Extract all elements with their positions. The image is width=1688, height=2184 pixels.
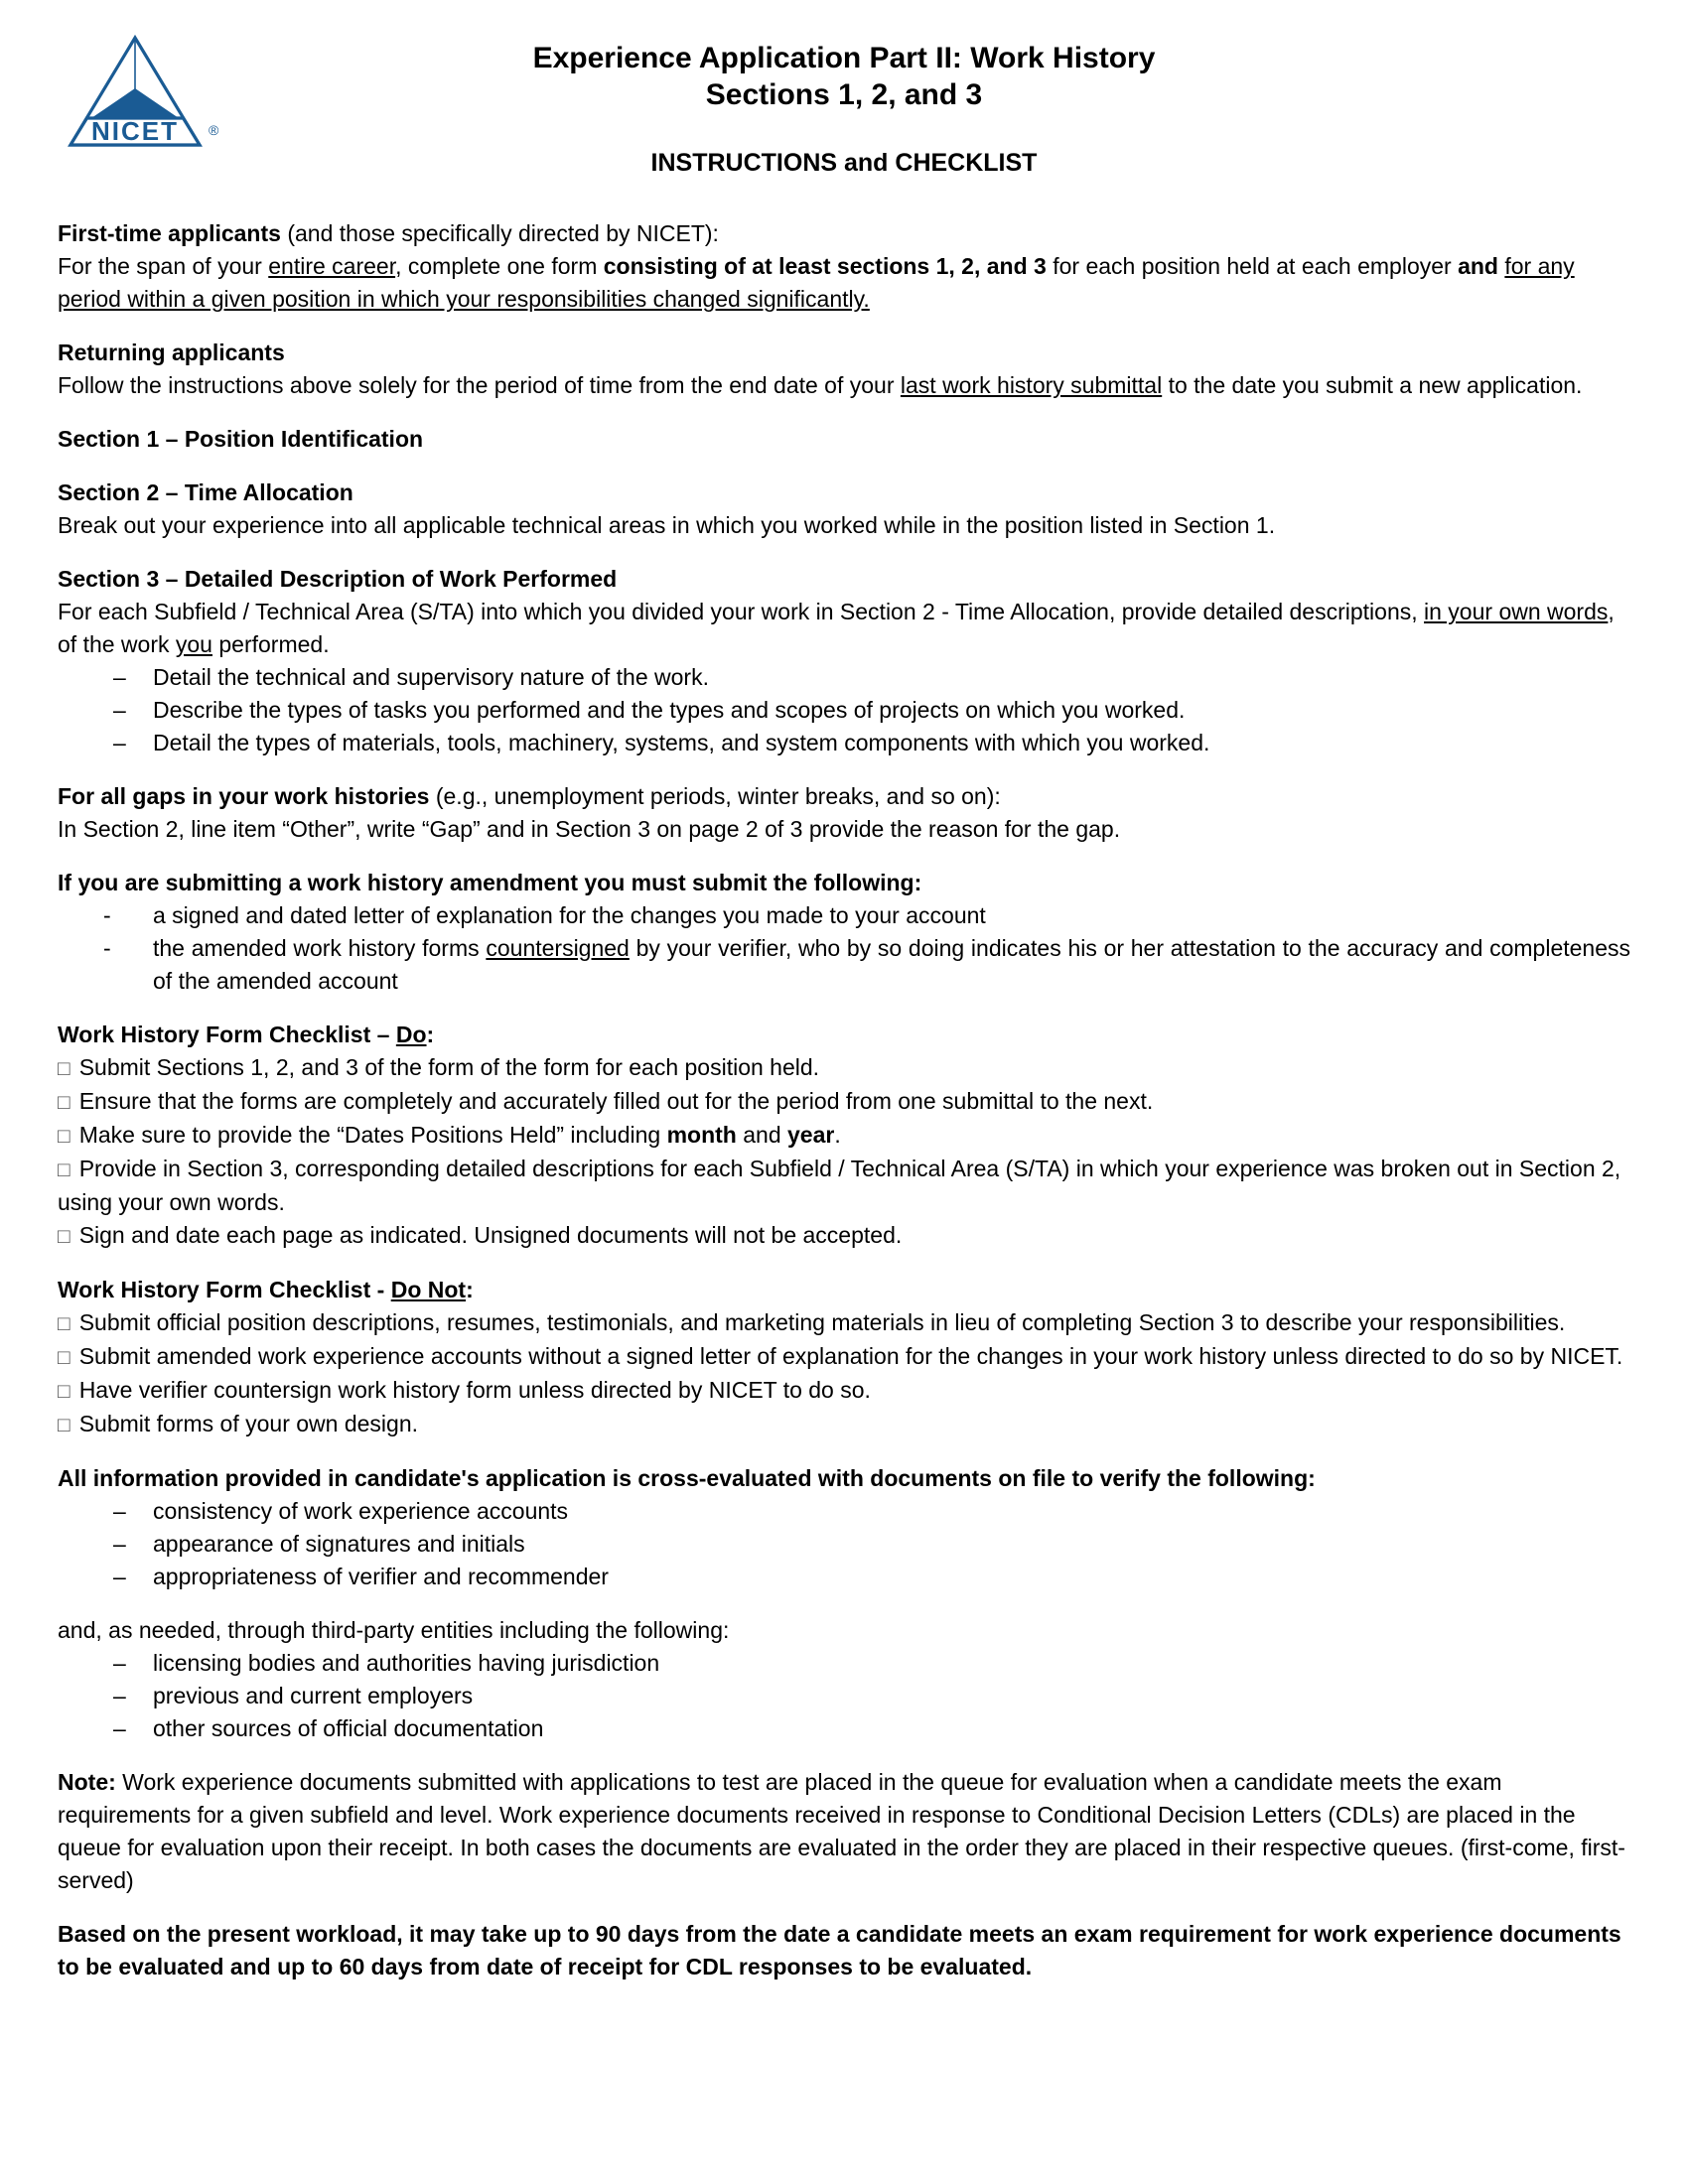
section-third-party: [58, 1614, 1630, 1745]
gaps-heading: [58, 780, 1630, 813]
section-1-heading-block: [58, 423, 1630, 456]
checklist-item: [58, 1408, 1630, 1441]
section-3-heading: Section 3 – Detailed Description of Work Performed: [58, 566, 618, 592]
checklist-item-text: Make sure to provide the “Dates Positions Held” including: [78, 1122, 667, 1148]
list-item-text: a signed and dated letter of explanation for the changes you made to your account: [153, 902, 986, 928]
hyphen-bullet-icon: -: [103, 935, 111, 961]
section-workload: [58, 1918, 1630, 1983]
list-item-text: Detail the types of materials, tools, machinery, systems, and system components with which you worked.: [153, 730, 1210, 755]
heading-underlined: Do: [395, 1022, 427, 1047]
checklist-item-text: Sign and date each page as indicated. Unsigned documents will not be accepted.: [78, 1222, 903, 1248]
checklist-donot-heading: [58, 1274, 1630, 1306]
list-item: [58, 1647, 1630, 1680]
underlined-phrase: last work history submittal: [900, 372, 1163, 398]
list-item: [58, 1528, 1630, 1561]
list-item: [58, 694, 1630, 727]
checklist-item: [58, 1119, 1630, 1153]
section-first-time: [58, 217, 1630, 316]
dash-bullet-icon: –: [113, 664, 126, 690]
checklist-item: [58, 1153, 1630, 1219]
checkbox-icon: □: [58, 1125, 70, 1148]
checklist-item-text: .: [834, 1122, 841, 1148]
third-party-intro: and, as needed, through third-party entities including the following:: [58, 1617, 730, 1643]
checkbox-icon: □: [58, 1091, 70, 1114]
checklist-item: [58, 1374, 1630, 1408]
list-item-text: [153, 932, 1630, 998]
list-item: [58, 1712, 1630, 1745]
heading-text: Work History Form Checklist –: [58, 1022, 396, 1047]
underlined-phrase: entire career: [268, 253, 396, 279]
checklist-item: [58, 1340, 1630, 1374]
hyphen-bullet-icon: -: [103, 902, 111, 928]
returning-paragraph: [58, 369, 1630, 402]
underlined-phrase: you: [175, 631, 212, 657]
checklist-item-text: Have verifier countersign work history form unless directed by NICET to do so.: [78, 1377, 871, 1403]
checklist-item-text: Provide in Section 3, corresponding detailed descriptions for each Subfield / Technical Area (S/TA) in which your experience was broken out in Section 2, using your own words.: [58, 1156, 1621, 1215]
returning-heading: Returning applicants: [58, 340, 285, 365]
heading-rest: (and those specifically directed by NICET):: [280, 220, 719, 246]
checklist-item: [58, 1219, 1630, 1253]
checklist-item-text: Submit Sections 1, 2, and 3 of the form of the form for each position held.: [78, 1054, 820, 1080]
section-gaps: [58, 780, 1630, 846]
paragraph-text: , of the work: [58, 599, 1615, 657]
checklist-item-text: Submit forms of your own design.: [78, 1411, 419, 1436]
nicet-logo-text: NICET: [91, 116, 179, 146]
bold-phrase: consisting of at least sections 1, 2, and 3: [603, 253, 1047, 279]
first-time-heading: [58, 217, 1630, 250]
checkbox-icon: □: [58, 1312, 70, 1335]
heading-underlined: Do Not: [390, 1277, 467, 1302]
section-cross-eval: [58, 1462, 1630, 1593]
section-returning: [58, 337, 1630, 402]
list-item-text: Detail the technical and supervisory nature of the work.: [153, 664, 709, 690]
heading-text: For all gaps in your work histories: [58, 783, 430, 809]
paragraph-text: Work experience documents submitted with applications to test are placed in the queue for evaluation when a candidate meets the exam requirements for a given subfield and level. Work experience documents received in response to Conditional Decision Letters (CDLs) are placed in the queue for evaluation upon their receipt. In both cases the documents are evaluated in the order they are placed in their respective queues. (first-come, first-served): [58, 1769, 1625, 1893]
section-1-heading: Section 1 – Position Identification: [58, 426, 424, 452]
list-item-text: appearance of signatures and initials: [153, 1531, 525, 1557]
checklist-item-text: Submit amended work experience accounts without a signed letter of explanation for the changes in your work history unless directed to do so by NICET.: [78, 1343, 1623, 1369]
checkbox-icon: □: [58, 1057, 70, 1080]
heading-text: :: [466, 1277, 474, 1302]
nicet-logo: [58, 32, 226, 153]
dash-bullet-icon: –: [113, 1650, 126, 1676]
paragraph-text: , complete one form: [395, 253, 604, 279]
heading-text: :: [426, 1022, 435, 1047]
underlined-phrase: for any period within a given position in which your responsibilities changed significantly.: [58, 253, 1575, 312]
dash-bullet-icon: –: [113, 1531, 126, 1557]
list-item: [58, 1561, 1630, 1593]
section-checklist-donot: [58, 1274, 1630, 1441]
section-3-paragraph: [58, 596, 1630, 661]
list-item-text: appropriateness of verifier and recommender: [153, 1564, 609, 1589]
nicet-logo-icon: [58, 32, 226, 153]
underlined-phrase: countersigned: [486, 935, 630, 961]
list-item: [58, 727, 1630, 759]
list-item-text: other sources of official documentation: [153, 1715, 544, 1741]
paragraph-text: for each position held at each employer: [1046, 253, 1459, 279]
bold-phrase: year: [787, 1122, 835, 1148]
note-paragraph: [58, 1766, 1630, 1897]
paragraph-text: the amended work history forms: [153, 935, 487, 961]
dash-bullet-icon: –: [113, 1498, 126, 1524]
first-time-paragraph: [58, 250, 1630, 316]
checkbox-icon: □: [58, 1346, 70, 1369]
paragraph-text: performed.: [211, 631, 330, 657]
page-title-line1: Experience Application Part II: Work History: [532, 42, 1156, 74]
list-item-text: licensing bodies and authorities having jurisdiction: [153, 1650, 660, 1676]
section-2-paragraph: Break out your experience into all applicable technical areas in which you worked while in the position listed in Section 1.: [58, 512, 1276, 538]
checklist-item-text: Submit official position descriptions, resumes, testimonials, and marketing materials in lieu of completing Section 3 to describe your responsibilities.: [78, 1309, 1566, 1335]
section-3-block: [58, 563, 1630, 759]
checkbox-icon: □: [58, 1380, 70, 1403]
page-title-line2: Sections 1, 2, and 3: [705, 78, 983, 111]
bold-phrase: and: [1458, 253, 1498, 279]
page-subtitle: INSTRUCTIONS and CHECKLIST: [650, 149, 1038, 177]
list-item: [58, 932, 1630, 998]
dash-bullet-icon: –: [113, 730, 126, 755]
heading-text: First-time applicants: [58, 220, 281, 246]
section-amendment: [58, 867, 1630, 998]
paragraph-text: by your verifier, who by so doing indicates his or her attestation to the accuracy and completeness of the amended account: [153, 935, 1630, 994]
note-label: Note:: [58, 1769, 116, 1795]
document-content: [58, 217, 1630, 1983]
amendment-heading: If you are submitting a work history amendment you must submit the following:: [58, 870, 922, 895]
list-item-text: Describe the types of tasks you performed and the types and scopes of projects on which you worked.: [153, 697, 1186, 723]
gaps-paragraph: In Section 2, line item “Other”, write “Gap” and in Section 3 on page 2 of 3 provide the reason for the gap.: [58, 816, 1121, 842]
section-2-block: [58, 477, 1630, 542]
checklist-item-text: Ensure that the forms are completely and accurately filled out for the period from one submittal to the next.: [78, 1088, 1154, 1114]
paragraph-text: Follow the instructions above solely for the period of time from the end date of your: [58, 372, 901, 398]
checklist-item: [58, 1085, 1630, 1119]
checkbox-icon: □: [58, 1414, 70, 1436]
dash-bullet-icon: –: [113, 697, 126, 723]
list-item: [58, 1680, 1630, 1712]
section-2-heading: Section 2 – Time Allocation: [58, 479, 353, 505]
list-item: [58, 1495, 1630, 1528]
workload-paragraph: Based on the present workload, it may take up to 90 days from the date a candidate meets an exam requirement for work experience documents to be evaluated and up to 60 days from date of receipt for CDL responses to be evaluated.: [58, 1921, 1621, 1979]
bold-phrase: month: [666, 1122, 737, 1148]
heading-text: Work History Form Checklist -: [58, 1277, 391, 1302]
checkbox-icon: □: [58, 1225, 70, 1248]
dash-bullet-icon: –: [113, 1564, 126, 1589]
list-item: [58, 899, 1630, 932]
list-item: [58, 661, 1630, 694]
dash-bullet-icon: –: [113, 1683, 126, 1708]
checklist-item: [58, 1306, 1630, 1340]
list-item-text: consistency of work experience accounts: [153, 1498, 569, 1524]
paragraph-text: For each Subfield / Technical Area (S/TA) into which you divided your work in Section 2 - Time Allocation, provide detailed descriptions,: [58, 599, 1425, 624]
checklist-item-text: and: [736, 1122, 788, 1148]
section-checklist-do: [58, 1019, 1630, 1253]
document-header: [0, 0, 1688, 178]
paragraph-text: to the date you submit a new application.: [1162, 372, 1583, 398]
dash-bullet-icon: –: [113, 1715, 126, 1741]
checklist-item: [58, 1051, 1630, 1085]
paragraph-text: For the span of your: [58, 253, 269, 279]
checklist-do-heading: [58, 1019, 1630, 1051]
list-item-text: previous and current employers: [153, 1683, 474, 1708]
registered-mark: ®: [209, 122, 219, 138]
cross-eval-heading: All information provided in candidate's application is cross-evaluated with documents on file to verify the following:: [58, 1465, 1316, 1491]
heading-rest: (e.g., unemployment periods, winter breaks, and so on):: [429, 783, 1001, 809]
underlined-phrase: in your own words: [1424, 599, 1609, 624]
checkbox-icon: □: [58, 1159, 70, 1181]
section-note: [58, 1766, 1630, 1897]
